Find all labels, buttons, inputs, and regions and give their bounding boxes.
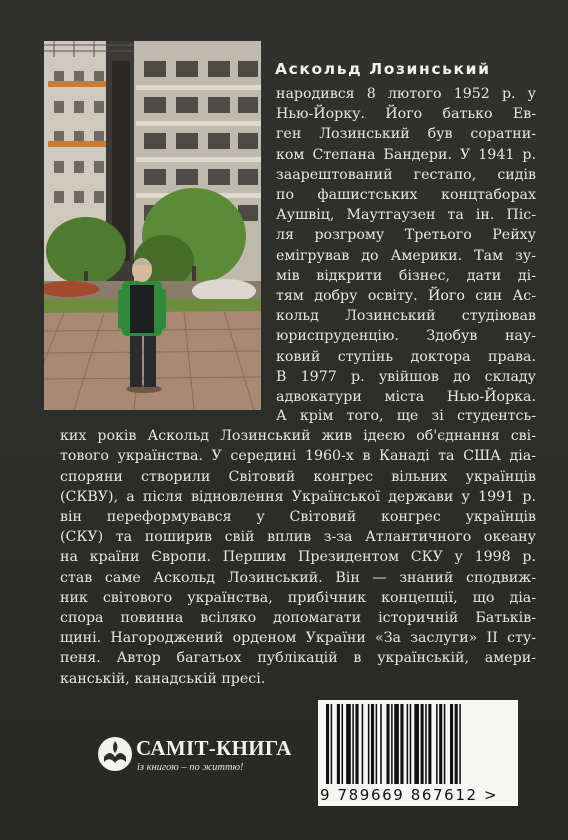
barcode-bar	[326, 704, 329, 784]
barcode-bar	[455, 704, 458, 784]
barcode-bar	[400, 704, 403, 784]
bio-line: (СКУ) та поширив свій вплив з-за Атлантичного океану	[60, 529, 536, 546]
bio-line: мів відкрити бізнес, дати ді-	[276, 267, 536, 284]
barcode-bar	[352, 704, 354, 784]
barcode-bars	[324, 704, 512, 784]
publisher-slogan: із книгою – по життю!	[137, 762, 244, 773]
bio-line: Нью-Йорку. Його батько Ев-	[276, 106, 536, 123]
barcode-bar	[439, 704, 442, 784]
publisher-logo	[96, 735, 296, 779]
barcode-bar	[459, 704, 461, 784]
author-photo	[44, 41, 261, 410]
barcode-bar	[386, 704, 389, 784]
barcode-bar	[362, 704, 364, 784]
barcode-bar	[450, 704, 453, 784]
author-name: Аскольд Лозинський	[275, 60, 491, 78]
bio-paragraph	[60, 406, 536, 689]
bio-line: (СКВУ), а після відновлення Української держави у 1991 р.	[60, 488, 536, 505]
bio-line: тям добру освіту. Його син Ас-	[276, 288, 536, 305]
bio-line: споряни створили Світовий конгрес вільних українців	[60, 468, 536, 485]
barcode-bar	[380, 704, 382, 784]
bio-line: ля розгрому Третього Рейху	[276, 227, 536, 244]
barcode-bar	[368, 704, 370, 784]
bio-line: А крім того, ще зі студентсь-	[276, 408, 536, 424]
barcode-bar	[425, 704, 427, 784]
barcode-bar	[376, 704, 378, 784]
barcode-bar	[444, 704, 446, 784]
bio-line: щині. Нагороджений орденом України «За заслуги» ІІ сту-	[60, 630, 536, 647]
bio-line: по фашистських концтаборах	[276, 187, 536, 204]
barcode-bar	[407, 704, 409, 784]
bio-line: Аушвіц, Маутгаузен та ін. Піс-	[276, 207, 536, 224]
bio-line: заарештований гестапо, сидів	[276, 166, 536, 183]
barcode-bar	[391, 704, 393, 784]
bio-column	[276, 84, 536, 407]
bio-line: тового українства. У середині 1960-х в Канаді та США діа-	[60, 448, 536, 465]
bio-line: він переформувався у Світовий конгрес українців	[60, 509, 536, 526]
bio-line: народився 8 лютого 1952 р. у	[276, 86, 536, 102]
bio-line: емігрував до Америки. Там зу-	[276, 247, 536, 264]
isbn-barcode	[318, 700, 518, 810]
bio-line: юриспруденцію. Здобув нау-	[276, 328, 536, 345]
barcode-bar	[355, 704, 358, 784]
barcode-bar	[410, 704, 412, 784]
barcode-bar	[414, 704, 419, 784]
bio-line: став саме Аскольд Лозинський. Він — знаний сподвиж-	[60, 569, 536, 586]
publisher-name: САМІТ-КНИГА	[136, 736, 292, 760]
bio-line: ковий ступінь доктора права.	[276, 348, 536, 365]
barcode-bar	[421, 704, 424, 784]
bio-line: спора повинна всіляко допомагати історичній Батьків-	[60, 610, 536, 627]
barcode-bar	[394, 704, 399, 784]
bio-line: ких років Аскольд Лозинський жив ідеєю об'єднання сві-	[60, 428, 536, 445]
barcode-bar	[331, 704, 333, 784]
barcode-bar	[428, 704, 431, 784]
bio-line: на країни Європи. Першим Президентом СКУ у 1998 р.	[60, 549, 536, 566]
barcode-bar	[337, 704, 340, 784]
barcode-bar	[371, 704, 374, 784]
bio-line: ген Лозинський був соратни-	[276, 126, 536, 143]
barcode-bar	[342, 704, 344, 784]
bio-line: пеня. Автор багатьох публікацій в українській, амери-	[60, 650, 536, 667]
isbn-number: 9 789669 867612 >	[318, 784, 518, 806]
bio-line: кольд Лозинський студіював	[276, 308, 536, 325]
barcode-bar	[436, 704, 438, 784]
bio-line: ник світового українства, прибічник концепції, що діа-	[60, 589, 536, 606]
bio-line: адвокатури міста Нью-Йорка.	[276, 389, 536, 406]
barcode-bar	[346, 704, 351, 784]
bio-line: ком Степана Бандери. У 1941 р.	[276, 146, 536, 163]
bio-line: канській, канадській пресі.	[60, 670, 266, 687]
bio-line: В 1977 р. увійшов до складу	[276, 368, 536, 385]
book-flame-icon	[96, 735, 134, 773]
